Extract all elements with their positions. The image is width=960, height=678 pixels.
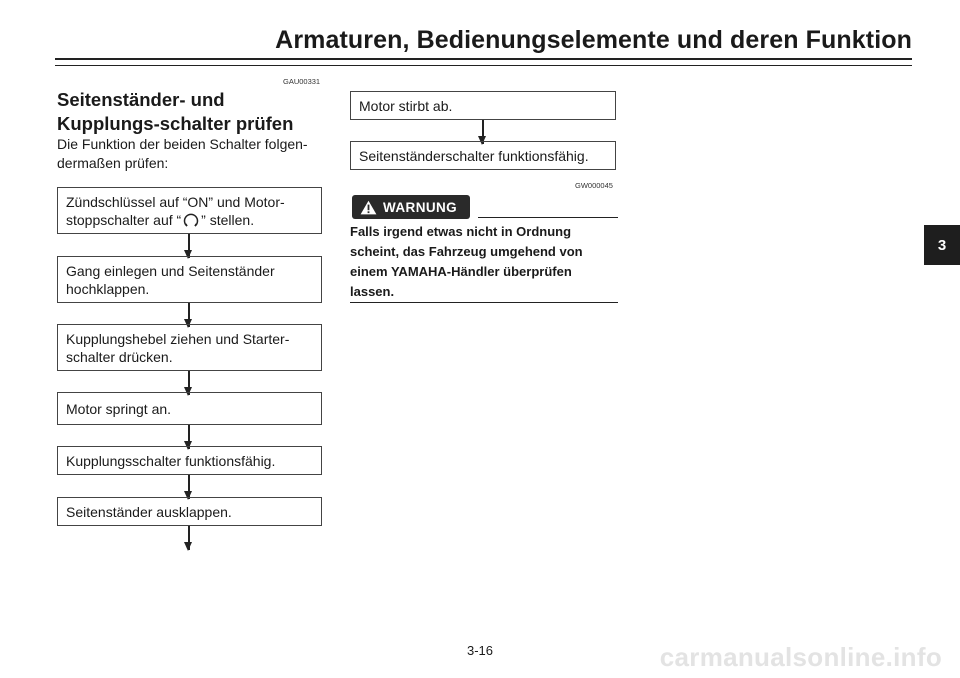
warning-badge [352,195,470,219]
flow-step-ignition [57,187,322,234]
warning-bottom-rule [350,302,618,303]
flow-step-engine-starts-text: Motor springt an. [66,400,172,417]
warning-text: Falls irgend etwas nicht in Ordnung scheint, das Fahrzeug umgehend von einem YAMAHA-Händler überprüfen lassen. [350,224,583,299]
page-title: Armaturen, Bedienungselemente und deren Funktion [275,26,912,54]
flow-step-sidestand-down [57,497,322,526]
flow-step-engine-stalls-text: Motor stirbt ab. [359,97,453,114]
section-code: GAU00331 [283,77,321,86]
flow-step-ignition-text-a: Zündschlüssel auf “ON” und Motor-stoppschalter auf “ [66,193,285,228]
flow-step-ignition-text-b: ” stellen. [201,211,255,228]
flow-step-engine-stalls [350,91,616,120]
flow-arrow [184,234,193,258]
chapter-tab: 3 [924,225,960,265]
flow-arrow [184,475,193,499]
flow-step-sidestand-switch-ok-text: Seitenständerschalter funktionsfähig. [359,147,589,164]
page-number: 3-16 [466,643,494,658]
title-rule [55,58,912,66]
flow-step-gear-text: Gang einlegen und Seitenständer hochklappen. [66,262,275,297]
watermark: carmanualsonline.info [659,642,942,672]
warning-triangle-icon [360,200,377,215]
flow-step-clutch [57,324,322,371]
flow-step-sidestand-switch-ok [350,141,616,170]
intro-text: Die Funktion der beiden Schalter folgen-dermaßen prüfen: [57,136,308,171]
flow-step-gear [57,256,322,303]
flow-step-ignition-text [66,193,313,229]
engine-stop-run-icon [183,212,199,228]
flow-step-clutch-switch-ok-text: Kupplungsschalter funktionsfähig. [66,452,276,469]
flow-arrow [184,526,193,550]
section-heading: Seitenständer- und Kupplungs-schalter prüfen [57,89,294,134]
warning-code: GW000045 [575,181,613,190]
flow-step-engine-starts [57,392,322,425]
flow-step-sidestand-down-text: Seitenständer ausklappen. [66,503,232,520]
warning-label: WARNUNG [383,199,458,215]
warning-rule [478,217,618,218]
flow-step-clutch-switch-ok [57,446,322,475]
flow-step-clutch-text: Kupplungshebel ziehen und Starter-schalter drücken. [66,330,290,365]
